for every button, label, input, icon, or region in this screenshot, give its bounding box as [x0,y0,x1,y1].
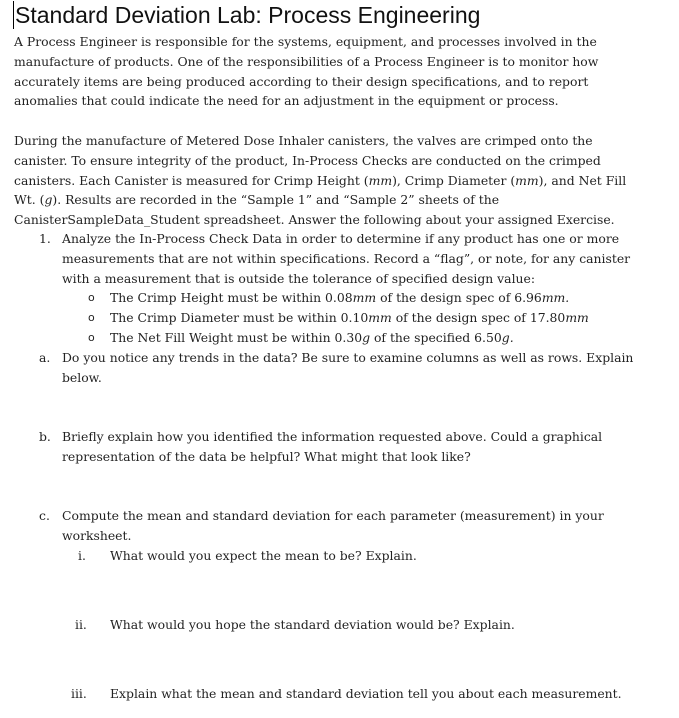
context-line: canisters. Each Canister is measured for Crimp Height (mm), Crimp Diameter (mm), and Net Fill [14,173,627,188]
unit-label: mm [368,173,393,188]
spec-item: The Net Fill Weight must be within 0.30g of the specified 6.50g. [110,330,514,345]
question-line: worksheet. [62,528,132,543]
context-line: canister. To ensure integrity of the product, In-Process Checks are conducted on the crimped [14,153,601,168]
spec-item: The Crimp Diameter must be within 0.10mm of the design spec of 17.80mm [110,310,589,325]
question-line: Analyze the In-Process Check Data in order to determine if any product has one or more [62,231,620,246]
question-line: Briefly explain how you identified the information requested above. Could a graphical [62,429,603,444]
sub-question: Explain what the mean and standard deviation tell you about each measurement. [110,686,622,701]
bullet-icon: o [88,291,95,304]
bullet-icon: o [88,311,95,324]
bullet-icon: o [88,331,95,344]
context-line: During the manufacture of Metered Dose Inhaler canisters, the valves are crimped onto the [14,133,593,148]
list-marker: a. [39,350,51,365]
list-marker: ii. [75,617,87,632]
context-line: CanisterSampleData_Student spreadsheet. Answer the following about your assigned Exercise. [14,212,615,227]
intro-line: anomalies that could indicate the need for an adjustment in the equipment or process. [14,93,559,108]
unit-label: g [44,192,53,207]
list-marker: c. [39,508,50,523]
context-line: Wt. (g). Results are recorded in the “Sample 1” and “Sample 2” sheets of the [14,192,500,207]
page-title: Standard Deviation Lab: Process Engineering [15,2,481,28]
intro-line: manufacture of products. One of the responsibilities of a Process Engineer is to monitor how [14,54,599,69]
list-marker: 1. [39,231,51,246]
question-line: Compute the mean and standard deviation for each parameter (measurement) in your [62,508,604,523]
question-line: Do you notice any trends in the data? Be sure to examine columns as well as rows. Explain [62,350,634,365]
question-line: representation of the data be helpful? What might that look like? [62,449,471,464]
spec-item: The Crimp Height must be within 0.08mm of the design spec of 6.96mm. [110,290,570,305]
question-line: with a measurement that is outside the tolerance of specified design value: [62,271,536,286]
list-marker: iii. [71,686,87,701]
sub-question: What would you expect the mean to be? Explain. [110,548,417,563]
sub-question: What would you hope the standard deviation would be? Explain. [110,617,515,632]
intro-line: A Process Engineer is responsible for the systems, equipment, and processes involved in the [14,34,597,49]
list-marker: i. [78,548,86,563]
unit-label: mm [515,173,539,188]
question-line: below. [62,370,102,385]
intro-line: accurately items are being produced according to their design specifications, and to report [14,74,589,89]
question-line: measurements that are not within specifications. Record a “flag”, or note, for any canister [62,251,631,266]
list-marker: b. [39,429,51,444]
